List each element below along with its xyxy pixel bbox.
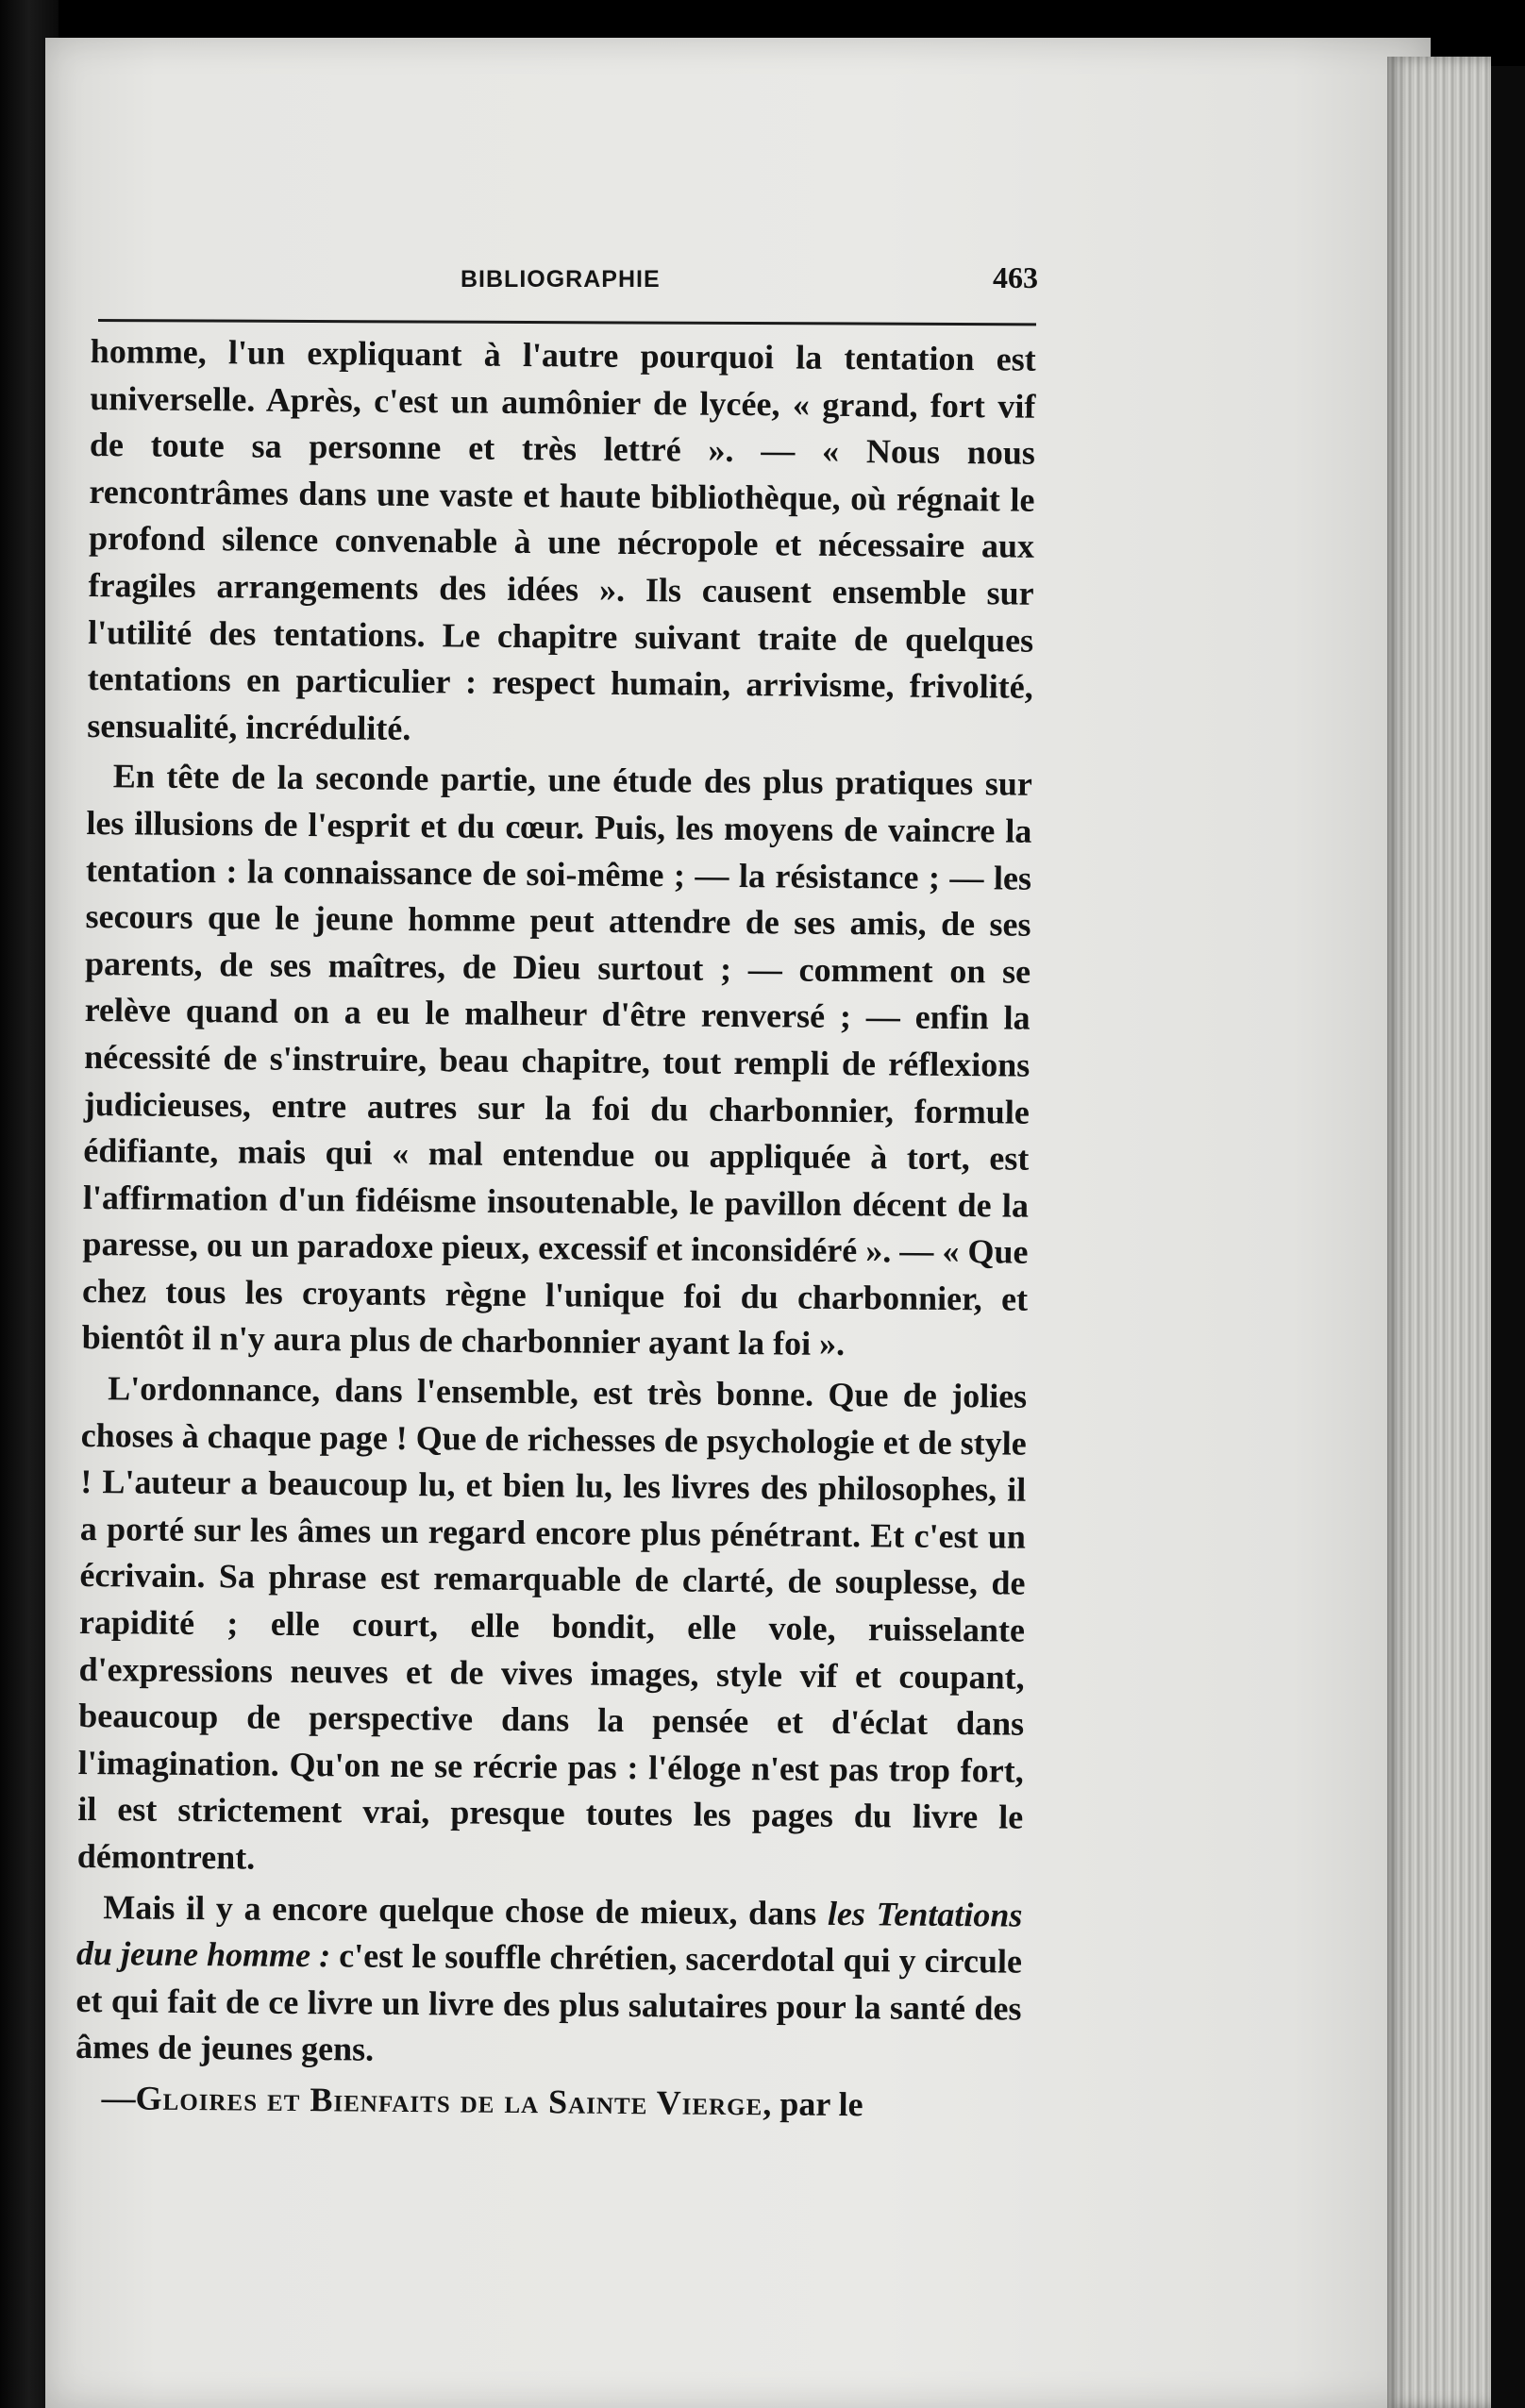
body-text	[75, 328, 1036, 2130]
paragraph-second-part: En tête de la seconde partie, une étude des plus pratiques sur les illusions de l'esprit et du cœur. Puis, les moyens de vaincre la tentation : la connaissance de soi-même ; — la résistance ; — les secours que le jeune homme peut attendre de ses amis, de ses parents, de ses maîtres, de Dieu surtout ; — comment on se relève quand on a eu le malheur d'être renversé ; — enfin la nécessité de s'instruire, beau chapitre, tout rempli de réflexions judicieuses, entre autres sur la foi du charbonnier, formule édifiante, mais qui « mal entendue ou appliquée à tort, est l'affirmation d'un fidéisme insoutenable, le pavillon décent de la paresse, ou un paradoxe pieux, excessif et inconsidéré ». — « Que chez tous les croyants règne l'unique foi du charbonnier, et bientôt il n'y aura plus de charbonnier ayant la foi ».	[81, 757, 1032, 1363]
next-book-title: Gloires et Bienfaits de la Sainte Vierge	[135, 2079, 763, 2123]
running-title: BIBLIOGRAPHIE	[461, 266, 661, 293]
p4-text-end: c'est le souffle chrétien, sacerdotal qui y circule et qui fait de ce livre un livre des plus salutaires pour la santé des âmes de jeunes gens.	[75, 1936, 1023, 2069]
p5-text-end: , par le	[762, 2084, 863, 2124]
p5-dash: —	[101, 2079, 136, 2117]
page-number: 463	[993, 260, 1038, 294]
paragraph-assessment: L'ordonnance, dans l'ensemble, est très bonne. Que de jolies choses à chaque page ! Que de richesses de psychologie et de style ! L'auteur a beaucoup lu, et bien lu, les livres des philosophes, il a porté sur les âmes un regard encore plus pénétrant. Et c'est un écrivain. Sa phrase est remarquable de clarté, de souplesse, de rapidité ; elle court, elle bondit, elle vole, ruisselante d'expressions neuves et de vives images, style vif et coupant, beaucoup de perspective dans la pensée et d'éclat dans l'imagination. Qu'on ne se récrie pas : l'éloge n'est pas trop fort, il est strictement vrai, presque toutes les pages du livre le démontrent.	[76, 1369, 1028, 1877]
paragraph-next-review	[75, 2075, 1020, 2130]
paragraph-continued: homme, l'un expliquant à l'autre pourquoi la tentation est universelle. Après, c'est un aumônier de lycée, « grand, fort vif de toute sa personne et très lettré ». — « Nous nous rencontrâmes dans une vaste et haute bibliothèque, où régnait le profond silence convenable à une nécropole et nécessaire aux fragiles arrangements des idées ». Ils causent ensemble sur l'utilité des tentations. Le chapitre suivant traite de quelques tentations en particulier : respect humain, arrivisme, frivolité, sensualité, incrédulité.	[87, 331, 1036, 747]
paragraph-christian-spirit	[75, 1884, 1023, 2080]
running-head	[102, 260, 1038, 313]
page-stack-edge	[1387, 57, 1491, 2408]
book-title-italic: les Tentations du jeune homme :	[75, 1894, 1023, 1975]
p4-text-start: Mais il y a encore quelque chose de mieux, dans	[103, 1887, 829, 1932]
scan-right-border	[1491, 66, 1525, 2408]
